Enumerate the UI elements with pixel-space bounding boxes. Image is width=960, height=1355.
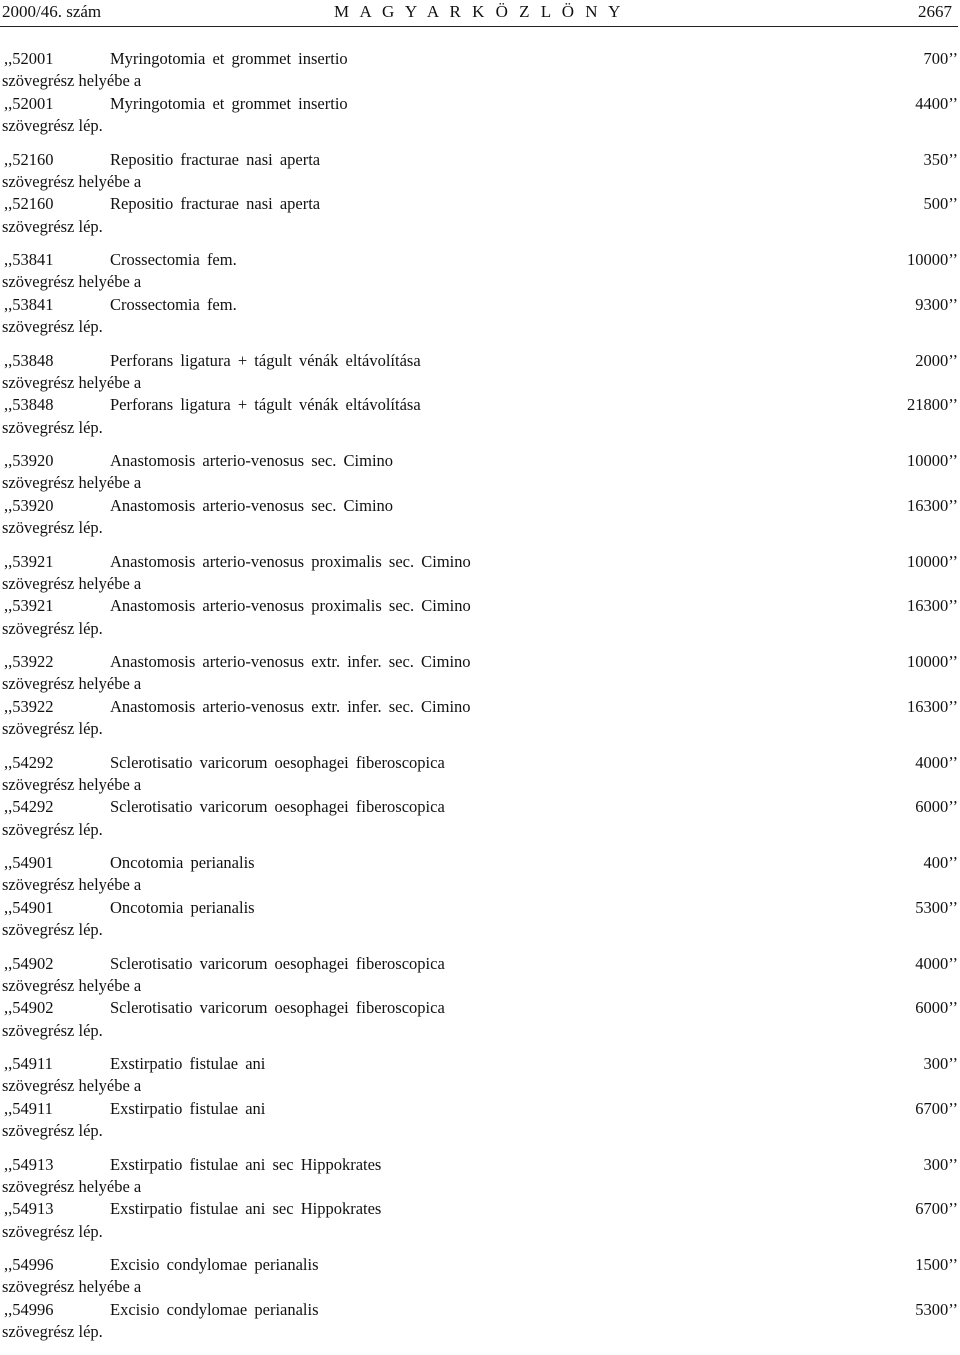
new-line bbox=[0, 193, 960, 215]
old-line bbox=[0, 48, 960, 70]
entry-list bbox=[0, 48, 960, 1355]
takes-place-label: szövegrész lép. bbox=[2, 618, 103, 638]
old-value: 400’’ bbox=[923, 853, 958, 872]
new-line bbox=[0, 796, 960, 818]
old-line bbox=[0, 551, 960, 573]
entry-name: Myringotomia et grommet insertio bbox=[110, 93, 348, 113]
replace-line bbox=[0, 673, 960, 695]
list-item bbox=[0, 752, 960, 853]
page-number: 2667 bbox=[918, 2, 952, 21]
old-line bbox=[0, 249, 960, 271]
list-item bbox=[0, 48, 960, 149]
replace-line bbox=[0, 1075, 960, 1097]
entry-name: Sclerotisatio varicorum oesophagei fiberoscopica bbox=[110, 752, 445, 772]
new-value: 500’’ bbox=[923, 194, 958, 214]
publication-title: M A G Y A R K Ö Z L Ö N Y bbox=[334, 2, 624, 21]
entry-code: ,,54292 bbox=[4, 752, 54, 772]
old-value: 10000’’ bbox=[906, 551, 958, 571]
list-item bbox=[0, 350, 960, 451]
entry-name: Oncotomia perianalis bbox=[110, 897, 255, 917]
entry-name: Perforans ligatura + tágult vénák eltávolítása bbox=[110, 395, 421, 415]
entry-name: Oncotomia perianalis bbox=[110, 853, 255, 872]
entry-code: ,,54901 bbox=[4, 897, 54, 917]
takes-place-label: szövegrész lép. bbox=[2, 317, 103, 337]
entry-name: Sclerotisatio varicorum oesophagei fiberoscopica bbox=[110, 998, 445, 1018]
entry-code: ,,52160 bbox=[4, 194, 54, 214]
list-item bbox=[0, 551, 960, 652]
list-item bbox=[0, 450, 960, 551]
entry-code: ,,52160 bbox=[4, 149, 54, 169]
entry-code: ,,53920 bbox=[4, 451, 54, 470]
list-item bbox=[0, 149, 960, 250]
entry-code: ,,54996 bbox=[4, 1299, 54, 1319]
new-value: 16300’’ bbox=[906, 495, 958, 515]
entry-code: ,,53841 bbox=[4, 250, 54, 269]
takes-place-label: szövegrész lép. bbox=[2, 819, 103, 839]
takes-place-label: szövegrész lép. bbox=[2, 518, 103, 538]
new-line bbox=[0, 294, 960, 316]
takes-place-label: szövegrész lép. bbox=[2, 1121, 103, 1141]
takes-place-label: szövegrész lép. bbox=[2, 1020, 103, 1040]
entry-name: Sclerotisatio varicorum oesophagei fiberoscopica bbox=[110, 953, 445, 973]
takes-place-line bbox=[0, 1221, 960, 1243]
replace-label: szövegrész helyébe a bbox=[2, 1277, 142, 1297]
takes-place-line bbox=[0, 618, 960, 640]
new-line bbox=[0, 394, 960, 416]
entry-code: ,,54996 bbox=[4, 1255, 54, 1274]
replace-label: szövegrész helyébe a bbox=[2, 1076, 142, 1096]
replace-line bbox=[0, 1176, 960, 1198]
list-item bbox=[0, 1254, 960, 1355]
entry-name: Excisio condylomae perianalis bbox=[110, 1255, 319, 1274]
old-line bbox=[0, 852, 960, 874]
old-value: 2000’’ bbox=[915, 350, 958, 370]
entry-code: ,,53922 bbox=[4, 696, 54, 716]
old-line bbox=[0, 350, 960, 372]
replace-line bbox=[0, 171, 960, 193]
replace-line bbox=[0, 372, 960, 394]
new-value: 5300’’ bbox=[915, 1299, 958, 1319]
old-line bbox=[0, 450, 960, 472]
takes-place-line bbox=[0, 819, 960, 841]
entry-name: Crossectomia fem. bbox=[110, 250, 237, 269]
entry-name: Myringotomia et grommet insertio bbox=[110, 49, 348, 68]
replace-line bbox=[0, 774, 960, 796]
takes-place-line bbox=[0, 1020, 960, 1042]
entry-code: ,,54292 bbox=[4, 797, 54, 817]
replace-label: szövegrész helyébe a bbox=[2, 171, 142, 191]
takes-place-label: szövegrész lép. bbox=[2, 417, 103, 437]
entry-name: Excisio condylomae perianalis bbox=[110, 1299, 319, 1319]
takes-place-label: szövegrész lép. bbox=[2, 1322, 103, 1342]
old-value: 10000’’ bbox=[906, 652, 958, 671]
old-value: 300’’ bbox=[923, 1154, 958, 1174]
new-line bbox=[0, 93, 960, 115]
entry-name: Anastomosis arterio-venosus extr. infer. sec. Cimino bbox=[110, 696, 471, 716]
entry-name: Exstirpatio fistulae ani sec Hippokrates bbox=[110, 1154, 382, 1174]
list-item bbox=[0, 852, 960, 953]
replace-label: szövegrész helyébe a bbox=[2, 875, 142, 895]
takes-place-line bbox=[0, 718, 960, 740]
new-value: 21800’’ bbox=[906, 395, 958, 415]
entry-code: ,,54911 bbox=[4, 1098, 53, 1118]
new-line bbox=[0, 1198, 960, 1220]
takes-place-label: szövegrész lép. bbox=[2, 719, 103, 739]
new-value: 6000’’ bbox=[915, 797, 958, 817]
old-line bbox=[0, 953, 960, 975]
replace-label: szövegrész helyébe a bbox=[2, 774, 142, 794]
list-item bbox=[0, 651, 960, 752]
replace-label: szövegrész helyébe a bbox=[2, 272, 142, 292]
entry-code: ,,52001 bbox=[4, 93, 54, 113]
entry-code: ,,54913 bbox=[4, 1199, 54, 1219]
takes-place-line bbox=[0, 517, 960, 539]
replace-label: szövegrész helyébe a bbox=[2, 573, 142, 593]
old-line bbox=[0, 1154, 960, 1176]
replace-label: szövegrész helyébe a bbox=[2, 71, 142, 91]
replace-line bbox=[0, 472, 960, 494]
entry-name: Repositio fracturae nasi aperta bbox=[110, 149, 321, 169]
takes-place-line bbox=[0, 417, 960, 439]
entry-name: Sclerotisatio varicorum oesophagei fiberoscopica bbox=[110, 797, 445, 817]
entry-name: Anastomosis arterio-venosus extr. infer. sec. Cimino bbox=[110, 652, 471, 671]
new-value: 6700’’ bbox=[915, 1098, 958, 1118]
new-line bbox=[0, 997, 960, 1019]
old-line bbox=[0, 752, 960, 774]
list-item bbox=[0, 249, 960, 350]
old-line bbox=[0, 1053, 960, 1075]
takes-place-line bbox=[0, 115, 960, 137]
entry-name: Anastomosis arterio-venosus proximalis sec. Cimino bbox=[110, 551, 471, 571]
entry-code: ,,54913 bbox=[4, 1154, 54, 1174]
new-line bbox=[0, 495, 960, 517]
new-value: 4400’’ bbox=[915, 93, 958, 113]
replace-line bbox=[0, 1276, 960, 1298]
takes-place-line bbox=[0, 216, 960, 238]
entry-name: Crossectomia fem. bbox=[110, 294, 237, 314]
takes-place-label: szövegrész lép. bbox=[2, 116, 103, 136]
replace-label: szövegrész helyébe a bbox=[2, 473, 142, 493]
old-value: 700’’ bbox=[923, 49, 958, 68]
entry-name: Anastomosis arterio-venosus sec. Cimino bbox=[110, 495, 394, 515]
new-line bbox=[0, 1098, 960, 1120]
takes-place-label: szövegrész lép. bbox=[2, 1221, 103, 1241]
entry-code: ,,53921 bbox=[4, 596, 54, 616]
replace-line bbox=[0, 271, 960, 293]
new-line bbox=[0, 897, 960, 919]
entry-name: Repositio fracturae nasi aperta bbox=[110, 194, 321, 214]
new-value: 16300’’ bbox=[906, 696, 958, 716]
entry-code: ,,53848 bbox=[4, 395, 54, 415]
entry-name: Exstirpatio fistulae ani bbox=[110, 1098, 266, 1118]
new-value: 5300’’ bbox=[915, 897, 958, 917]
old-value: 1500’’ bbox=[915, 1255, 958, 1274]
entry-code: ,,53921 bbox=[4, 551, 54, 571]
entry-code: ,,53920 bbox=[4, 495, 54, 515]
takes-place-line bbox=[0, 919, 960, 941]
takes-place-label: szövegrész lép. bbox=[2, 920, 103, 940]
new-value: 6000’’ bbox=[915, 998, 958, 1018]
issue-number: 2000/46. szám bbox=[2, 2, 102, 21]
old-line bbox=[0, 1254, 960, 1276]
replace-label: szövegrész helyébe a bbox=[2, 372, 142, 392]
replace-line bbox=[0, 573, 960, 595]
old-value: 350’’ bbox=[923, 149, 958, 169]
list-item bbox=[0, 953, 960, 1054]
takes-place-line bbox=[0, 316, 960, 338]
takes-place-line bbox=[0, 1321, 960, 1343]
replace-line bbox=[0, 874, 960, 896]
new-value: 16300’’ bbox=[906, 596, 958, 616]
old-value: 4000’’ bbox=[915, 953, 958, 973]
entry-code: ,,54901 bbox=[4, 853, 54, 872]
list-item bbox=[0, 1154, 960, 1255]
new-line bbox=[0, 696, 960, 718]
new-line bbox=[0, 595, 960, 617]
list-item bbox=[0, 1053, 960, 1154]
old-line bbox=[0, 149, 960, 171]
replace-label: szövegrész helyébe a bbox=[2, 975, 142, 995]
old-value: 10000’’ bbox=[906, 451, 958, 470]
entry-code: ,,52001 bbox=[4, 49, 54, 68]
new-value: 6700’’ bbox=[915, 1199, 958, 1219]
takes-place-label: szövegrész lép. bbox=[2, 216, 103, 236]
page-header bbox=[0, 0, 958, 27]
entry-name: Anastomosis arterio-venosus sec. Cimino bbox=[110, 451, 394, 470]
entry-code: ,,53922 bbox=[4, 652, 54, 671]
old-value: 300’’ bbox=[923, 1054, 958, 1073]
replace-label: szövegrész helyébe a bbox=[2, 674, 142, 694]
new-value: 9300’’ bbox=[915, 294, 958, 314]
entry-code: ,,53841 bbox=[4, 294, 54, 314]
entry-name: Anastomosis arterio-venosus proximalis sec. Cimino bbox=[110, 596, 471, 616]
entry-code: ,,54911 bbox=[4, 1054, 53, 1073]
entry-name: Exstirpatio fistulae ani bbox=[110, 1054, 266, 1073]
replace-line bbox=[0, 975, 960, 997]
entry-name: Perforans ligatura + tágult vénák eltávolítása bbox=[110, 350, 421, 370]
old-value: 10000’’ bbox=[906, 250, 958, 269]
entry-code: ,,54902 bbox=[4, 953, 54, 973]
old-value: 4000’’ bbox=[915, 752, 958, 772]
takes-place-line bbox=[0, 1120, 960, 1142]
entry-code: ,,53848 bbox=[4, 350, 54, 370]
replace-line bbox=[0, 70, 960, 92]
old-line bbox=[0, 651, 960, 673]
new-line bbox=[0, 1299, 960, 1321]
entry-name: Exstirpatio fistulae ani sec Hippokrates bbox=[110, 1199, 382, 1219]
entry-code: ,,54902 bbox=[4, 998, 54, 1018]
replace-label: szövegrész helyébe a bbox=[2, 1176, 142, 1196]
